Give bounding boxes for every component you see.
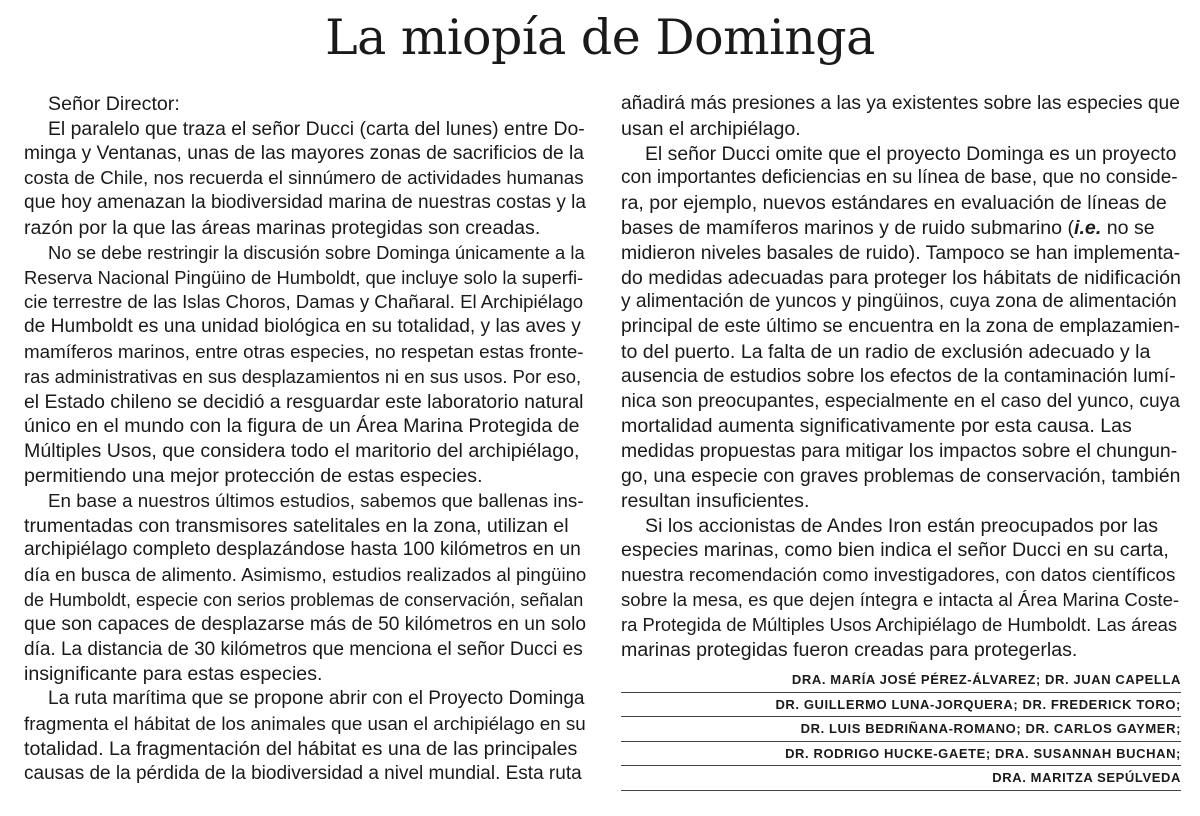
paragraph-line: añadirá más presiones a las ya existentes sobre las especies que — [621, 93, 1180, 114]
paragraph-line: trumentadas con transmisores satelitales en la zona, utilizan el — [24, 514, 569, 537]
signature-line — [621, 668, 1181, 693]
paragraph-line: resultan insuficientes. — [621, 489, 810, 512]
paragraph-line: nica son preocupantes, especialmente en el caso del yunco, cuya — [621, 390, 1180, 412]
paragraph-line: Si los accionistas de Andes Iron están preocupados por las — [645, 514, 1159, 537]
paragraph-line: En base a nuestros últimos estudios, sabemos que ballenas ins- — [48, 489, 584, 511]
paragraph-line: cie terrestre de las Islas Choros, Damas y Chañaral. El Archipiélago — [24, 291, 584, 313]
paragraph-line: razón por la que las áreas marinas protegidas son creadas. — [24, 216, 541, 239]
paragraph-line: que hoy amenazan la biodiversidad marina de nuestras costas y la — [24, 192, 586, 214]
paragraph-line — [621, 216, 1181, 241]
paragraph-line: nuestra recomendación como investigadores, con datos científicos — [621, 564, 1176, 586]
paragraph-line: único en el mundo con la figura de un Área Marina Protegida de — [24, 415, 580, 438]
paragraph-line: minga y Ventanas, unas de las mayores zonas de sacrificios de la — [24, 142, 584, 164]
signature-text: DR. GUILLERMO LUNA-JORQUERA; DR. FREDERICK TORO; — [775, 696, 1181, 712]
signature-line — [621, 742, 1181, 767]
paragraph-line: y alimentación de yuncos y pingüinos, cuya zona de alimentación — [621, 291, 1177, 313]
paragraph-line: ausencia de estudios sobre los efectos de la contaminación lumí- — [621, 365, 1176, 387]
paragraph-line: El paralelo que traza el señor Ducci (carta del lunes) entre Do- — [48, 117, 585, 140]
paragraph-line: principal de este último se encuentra en la zona de emplazamien- — [621, 316, 1180, 338]
paragraph-line: La ruta marítima que se propone abrir con el Proyecto Dominga — [48, 688, 585, 710]
salutation: Señor Director: — [48, 93, 180, 115]
paragraph-text: no se — [1101, 216, 1155, 239]
paragraph-line: ra, por ejemplo, nuevos estándares en evaluación de líneas de — [621, 192, 1167, 215]
paragraph-line: especies marinas, como bien indica el señor Ducci en su carta, — [621, 539, 1169, 562]
signature-line — [621, 766, 1181, 791]
paragraph-line: to del puerto. La falta de un radio de exclusión adecuado y la — [621, 340, 1151, 363]
paragraph-line: marinas protegidas fueron creadas para protegerlas. — [621, 638, 1078, 661]
letter-column-left — [24, 92, 586, 786]
paragraph-line: día en busca de alimento. Asimismo, estudios realizados al pingüino — [24, 564, 587, 586]
signature-text: DR. RODRIGO HUCKE-GAETE; DRA. SUSANNAH BUCHAN; — [785, 745, 1181, 761]
paragraph-line: go, una especie con graves problemas de conservación, también — [621, 464, 1181, 487]
paragraph-line: de Humboldt es una unidad biológica en su totalidad, y las aves y — [24, 316, 581, 338]
emphasis-text: i.e. — [1074, 216, 1102, 239]
paragraph-line: usan el archipiélago. — [621, 117, 801, 140]
paragraph-line: ra Protegida de Múltiples Usos Archipiélago de Humboldt. Las áreas — [621, 613, 1178, 635]
paragraph-line: día. La distancia de 30 kilómetros que menciona el señor Ducci es — [24, 638, 583, 660]
paragraph-line: do medidas adecuadas para proteger los hábitats de nidificación — [621, 266, 1181, 289]
paragraph-line: fragmenta el hábitat de los animales que usan el archipiélago en su — [24, 712, 586, 734]
paragraph-line: sobre la mesa, es que dejen íntegra e intacta al Área Marina Coste- — [621, 588, 1180, 610]
paragraph-line: Reserva Nacional Pingüino de Humboldt, que incluye solo la superfi- — [24, 266, 584, 288]
paragraph-line: totalidad. La fragmentación del hábitat es una de las principales — [24, 737, 578, 760]
paragraph-text: bases de mamíferos marinos y de ruido submarino ( — [621, 216, 1075, 239]
letter-column-right — [621, 92, 1181, 662]
paragraph-line: el Estado chileno se decidió a resguardar este laboratorio natural — [24, 390, 584, 413]
paragraph-line: con importantes deficiencias en su línea de base, que no conside- — [621, 167, 1178, 189]
paragraph-line: El señor Ducci omite que el proyecto Dominga es un proyecto — [645, 142, 1177, 165]
paragraph-line: ras administrativas en sus desplazamientos ni en sus usos. Por eso, — [24, 365, 582, 387]
paragraph-line: causas de la pérdida de la biodiversidad a nivel mundial. Esta ruta — [24, 762, 582, 784]
signature-text: DR. LUIS BEDRIÑANA-ROMANO; DR. CARLOS GAYMER; — [800, 721, 1181, 737]
signature-line — [621, 717, 1181, 742]
paragraph-line: insignificante para estas especies. — [24, 663, 323, 686]
paragraph-line: mortalidad aumenta significativamente por esta causa. Las — [621, 415, 1132, 438]
signature-block — [621, 668, 1181, 791]
signature-text: DRA. MARITZA SEPÚLVEDA — [992, 770, 1181, 786]
paragraph-line: mamíferos marinos, entre otras especies, no respetan estas fronte- — [24, 340, 584, 362]
paragraph-line: costa de Chile, nos recuerda el sinnúmero de actividades humanas — [24, 167, 584, 189]
paragraph-line: midieron niveles basales de ruido). Tampoco se han implementa- — [621, 241, 1181, 264]
paragraph-line: No se debe restringir la discusión sobre Dominga únicamente a la — [48, 241, 585, 263]
paragraph-line: de Humboldt, especie con serios problemas de conservación, señalan — [24, 589, 584, 610]
signature-line — [621, 693, 1181, 718]
paragraph-line: medidas propuestas para mitigar los impactos sobre el chungun- — [621, 440, 1178, 463]
paragraph-line: permitiendo una mejor protección de estas especies. — [24, 464, 483, 487]
signature-text: DRA. MARÍA JOSÉ PÉREZ-ÁLVAREZ; DR. JUAN CAPELLA — [791, 672, 1181, 687]
page-title: La miopía de Dominga — [325, 9, 875, 66]
paragraph-line: archipiélago completo desplazándose hasta 100 kilómetros en un — [24, 539, 581, 561]
paragraph-line: que son capaces de desplazarse más de 50 kilómetros en un solo — [24, 613, 587, 635]
paragraph-line: Múltiples Usos, que considera todo el maritorio del archipiélago, — [24, 440, 580, 463]
